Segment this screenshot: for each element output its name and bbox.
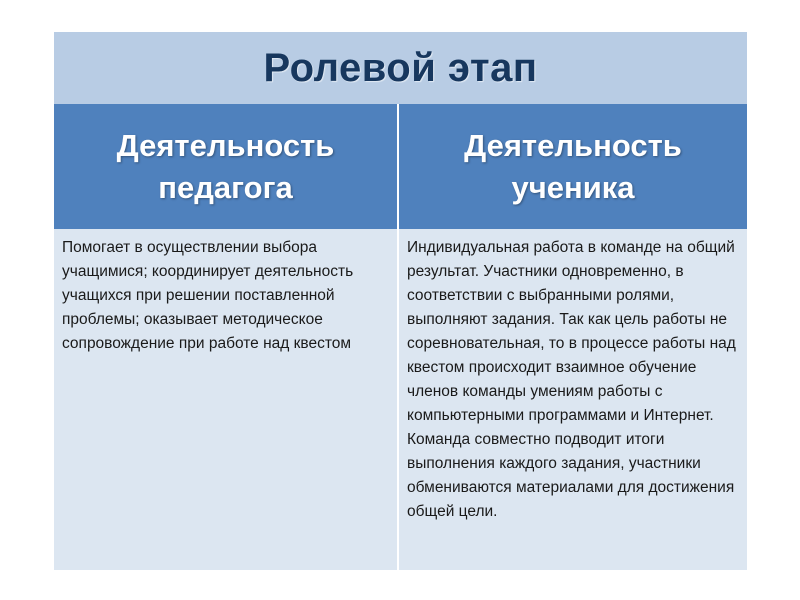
table-row — [54, 229, 747, 570]
cell-student-activity: Индивидуальная работа в команде на общий результат. Участники одновременно, в соответствии с выбранными ролями, выполняют задания. Так как цель работы не соревновательная, то в процессе работы над квестом происходит взаимное обучение членов команды умениям работы с компьютерными программами и Интернет. Команда совместно подводит итоги выполнения каждого задания, участники обмениваются материалами для достижения общей цели. — [399, 229, 747, 570]
cell-teacher-activity: Помогает в осуществлении выбора учащимися; координирует деятельность учащихся при решении поставленной проблемы; оказывает методическое сопровождение при работе над квестом — [54, 229, 399, 570]
role-stage-table — [54, 32, 747, 570]
header-student-activity: Деятельность ученика — [464, 127, 682, 205]
header-teacher-activity: Деятельность педагога — [54, 104, 399, 229]
table-header-row — [54, 104, 747, 229]
slide-title: Ролевой этап — [54, 32, 747, 104]
